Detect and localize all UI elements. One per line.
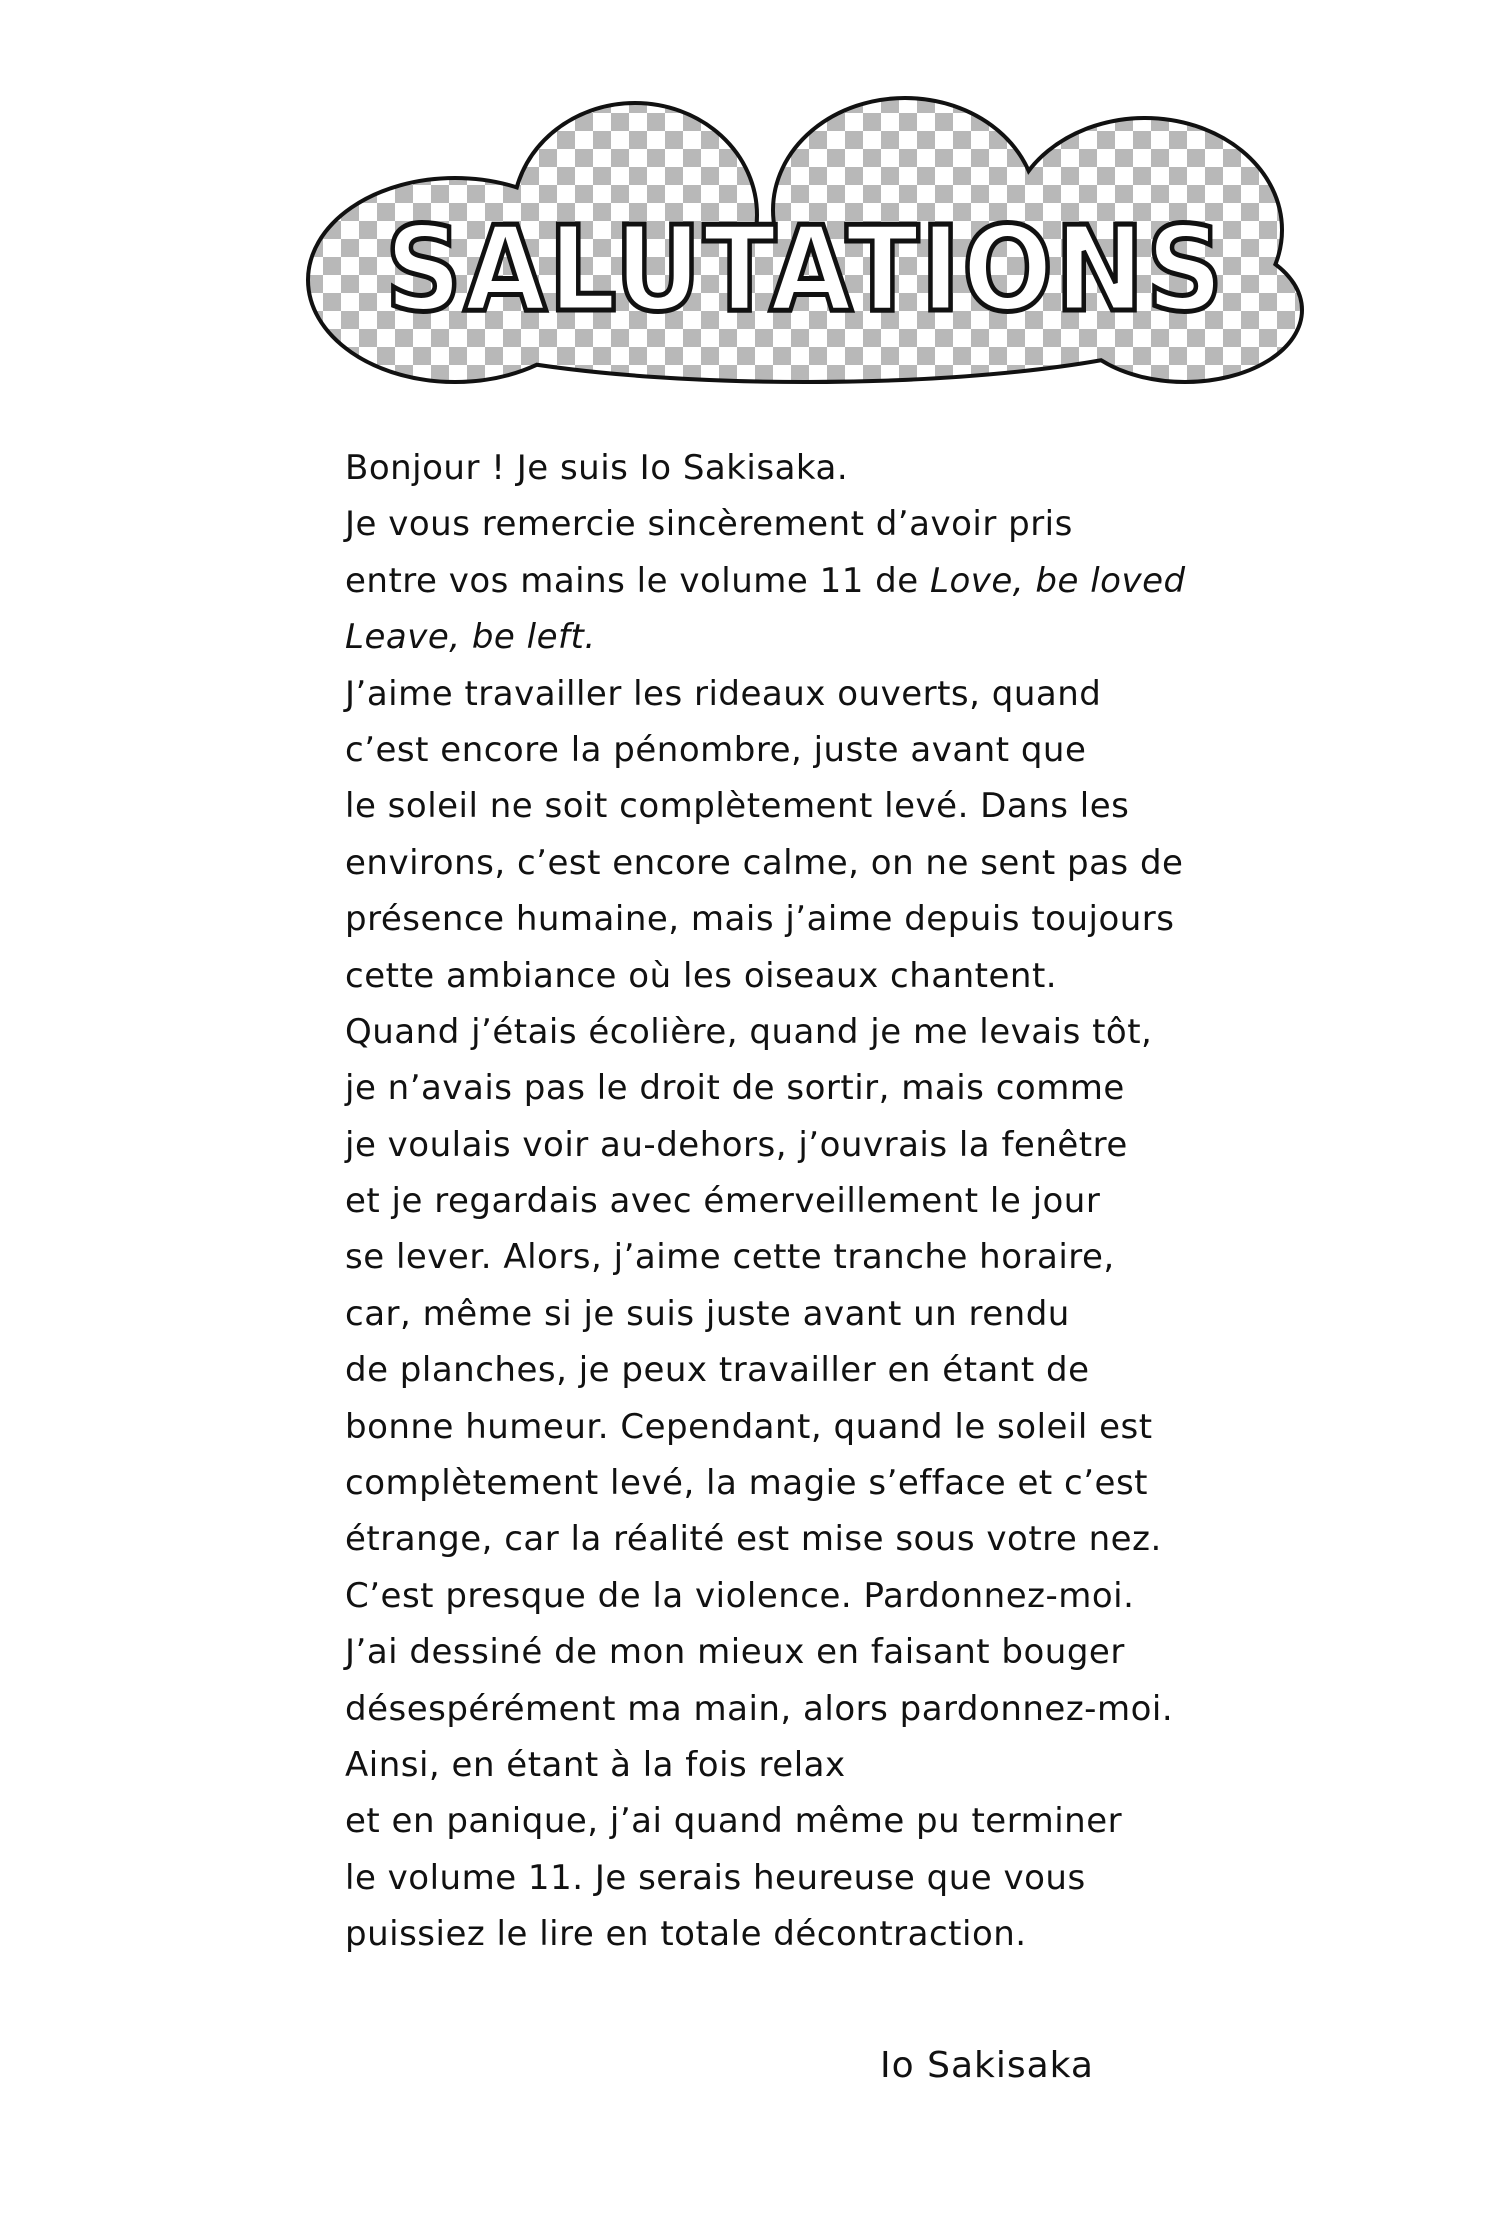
text-line: et en panique, j’ai quand même pu terminer	[345, 1801, 1123, 1842]
text-line: cette ambiance où les oiseaux chantent.	[345, 955, 1058, 996]
text-line: le soleil ne soit complètement levé. Dans les	[345, 786, 1130, 827]
text-line: C’est presque de la violence. Pardonnez-moi.	[345, 1575, 1135, 1616]
greeting-message	[345, 440, 1305, 1963]
text-line: étrange, car la réalité est mise sous votre nez.	[345, 1519, 1162, 1560]
text-line: Quand j’étais écolière, quand je me levais tôt,	[345, 1011, 1153, 1052]
text-line: Bonjour ! Je suis Io Sakisaka.	[345, 448, 849, 488]
text-line: J’aime travailler les rideaux ouverts, quand	[345, 673, 1102, 714]
text-line: je voulais voir au-dehors, j’ouvrais la fenêtre	[345, 1124, 1128, 1165]
text-line: se lever. Alors, j’aime cette tranche horaire,	[345, 1237, 1115, 1278]
text-line	[345, 553, 1305, 609]
text-line: c’est encore la pénombre, juste avant que	[345, 729, 1087, 770]
text-line: Je vous remercie sincèrement d’avoir pris	[345, 504, 1073, 545]
text-line: Ainsi, en étant à la fois relax	[345, 1744, 846, 1785]
text-line: le volume 11. Je serais heureuse que vous	[345, 1857, 1086, 1898]
text-segment: entre vos mains le volume 11 de	[345, 560, 930, 601]
text-line: J’ai dessiné de mon mieux en faisant bouger	[345, 1632, 1125, 1673]
book-title: Love, be loved	[930, 560, 1186, 601]
text-line: désespérément ma main, alors pardonnez-moi.	[345, 1688, 1174, 1729]
text-line: bonne humeur. Cependant, quand le soleil est	[345, 1406, 1153, 1447]
book-title-line: Leave, be left.	[345, 617, 596, 658]
text-line: je n’avais pas le droit de sortir, mais comme	[345, 1068, 1125, 1109]
text-line: et je regardais avec émerveillement le jour	[345, 1181, 1101, 1222]
author-signature: Io Sakisaka	[880, 2045, 1094, 2086]
text-line: de planches, je peux travailler en étant de	[345, 1350, 1090, 1391]
salutations-cloud-banner	[305, 95, 1305, 395]
text-line: environs, c’est encore calme, on ne sent pas de	[345, 842, 1184, 883]
text-line: complètement levé, la magie s’efface et c’est	[345, 1463, 1149, 1504]
text-line: car, même si je suis juste avant un rendu	[345, 1293, 1070, 1334]
text-line: présence humaine, mais j’aime depuis toujours	[345, 899, 1175, 940]
banner-title: SALUTATIONS	[385, 200, 1225, 338]
text-line: puissiez le lire en totale décontraction.	[345, 1914, 1027, 1955]
